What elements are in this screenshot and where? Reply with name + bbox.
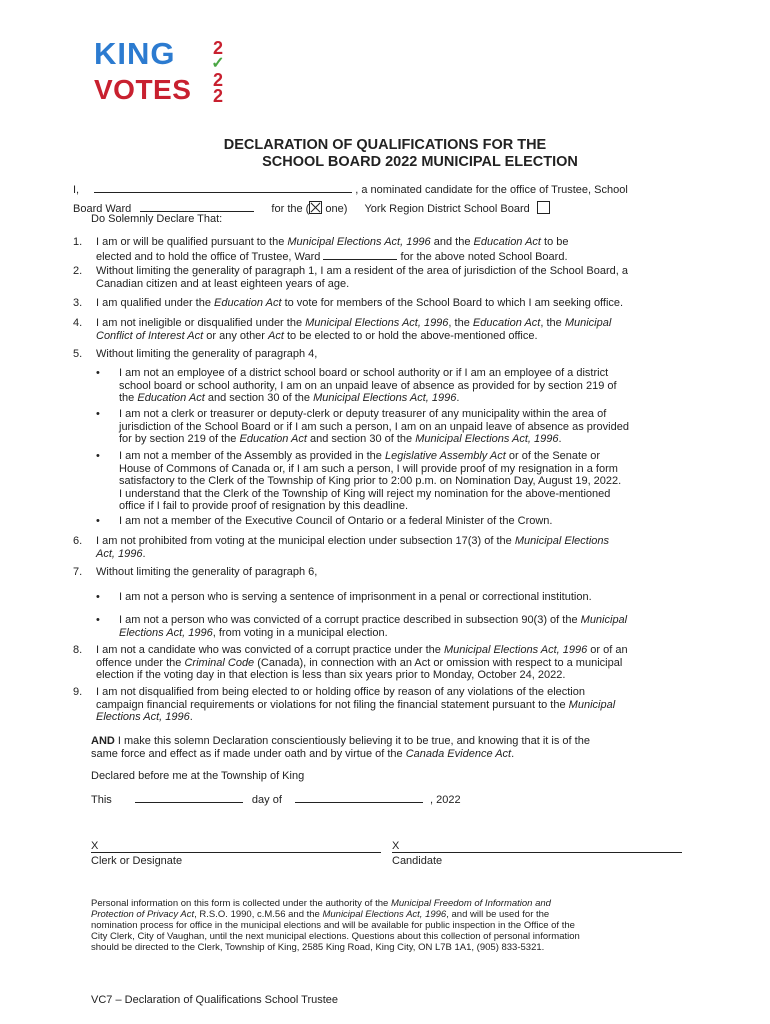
logo-king-text: KING [94, 36, 176, 71]
day-field[interactable] [135, 792, 243, 803]
item-7-bullet-2: I am not a person who was convicted of a corrupt practice described in subsection 90(3) of the Municipal Elections Act, 1996, from voting in a municipal election. [119, 614, 628, 639]
title-line-2: SCHOOL BOARD 2022 MUNICIPAL ELECTION [262, 154, 578, 170]
item-2: Without limiting the generality of paragraph 1, I am a resident of the area of jurisdiction of the School Board, a Canadian citizen and at least eighteen years of age. [96, 265, 628, 290]
bullet: • [96, 408, 100, 420]
item-3: I am qualified under the Education Act to vote for members of the School Board to which I am seeking office. [96, 297, 624, 309]
item-number: 6. [73, 535, 83, 547]
date-line: This day of , 2022 [91, 794, 461, 806]
intro-line-1: I, , a nominated candidate for the office of Trustee, School [73, 184, 628, 196]
candidate-signature-mark: X [392, 840, 400, 852]
declare-text: Do Solemnly Declare That: [91, 213, 223, 225]
intro-line-2: Board Ward for the ( one) York Region District School Board [73, 201, 713, 216]
bullet: • [96, 450, 100, 462]
item-5: Without limiting the generality of paragraph 4, [96, 348, 318, 360]
item-number: 4. [73, 317, 83, 329]
form-footer: VC7 – Declaration of Qualifications School Trustee [91, 994, 339, 1006]
item-8: I am not a candidate who was convicted of a corrupt practice under the Municipal Elections Act, 1996 or of an offence under the Criminal Code (Canada), in connection with an Act or omission with respect to a municipal election if the voting day in that election is less than six years prior to Monday, October 24, 2022. [96, 644, 628, 681]
solemn-declaration: AND I make this solemn Declaration conscientiously believing it to be true, and knowing that it is of the same force and effect as if made under oath and by virtue of the Canada Evidence Act. [91, 735, 590, 760]
item-5-bullet-2: I am not a clerk or treasurer or deputy-clerk or deputy treasurer of any municipality within the area of jurisdiction of the School Board or if I am such a person, I am on an unpaid leave of absence as provided for by section 219 of the Education Act and section 30 of the Municipal Elections Act, 1996. [119, 408, 629, 445]
item-9: I am not disqualified from being elected to or holding office by reason of any violations of the election campaign financial requirements or violations for not filing the financial statement pursuant to the Municipal Elections Act, 1996. [96, 686, 616, 723]
logo-year-digit: 2 [212, 38, 223, 58]
item-number: 7. [73, 566, 83, 578]
board-checkbox[interactable] [537, 201, 550, 214]
item-5-bullet-1: I am not an employee of a district school board or school authority or if I am an employee of a district school board or school authority, I am on an unpaid leave of absence as provided for by section 219 of the Education Act and section 30 of the Municipal Elections Act, 1996. [119, 367, 617, 404]
trustee-ward-field[interactable] [323, 249, 397, 260]
bullet: • [96, 367, 100, 379]
item-4: I am not ineligible or disqualified under the Municipal Elections Act, 1996, the Education Act, the Municipal Conflict of Interest Act or any other Act to be elected to or hold the above-mentioned office. [96, 317, 612, 342]
privacy-notice: Personal information on this form is collected under the authority of the Municipal Freedom of Information and Protection of Privacy Act, R.S.O. 1990, c.M.56 and the Municipal Elections Act, 1996, and will be used for the nomination process for office in the municipal elections and will be available for public inspection in the Office of the City Clerk, City of Vaughan, until the next municipal elections. Questions about this collection of personal information should be directed to the Clerk, Township of King, 2585 King Road, King City, ON L7B 1A1, (905) 833-5321. [91, 898, 580, 953]
item-number: 2. [73, 265, 83, 277]
item-number: 1. [73, 236, 83, 248]
logo-year-digit: 2 [212, 86, 223, 106]
declared-before: Declared before me at the Township of King [91, 770, 305, 782]
item-6: I am not prohibited from voting at the municipal election under subsection 17(3) of the Municipal Elections Act, 1996. [96, 535, 610, 560]
item-number: 9. [73, 686, 83, 698]
item-number: 3. [73, 297, 83, 309]
candidate-label: Candidate [392, 855, 443, 867]
item-7-bullet-1: I am not a person who is serving a sentence of imprisonment in a penal or correctional institution. [119, 591, 592, 603]
checked-box-icon [309, 201, 322, 214]
item-7: Without limiting the generality of paragraph 6, [96, 566, 318, 578]
title-line-1: DECLARATION OF QUALIFICATIONS FOR THE [223, 137, 547, 153]
month-field[interactable] [295, 792, 423, 803]
checkmark-icon: ✓ [211, 55, 225, 72]
logo-votes-text: VOTES [94, 74, 192, 105]
king-votes-logo [94, 38, 234, 104]
item-number: 8. [73, 644, 83, 656]
logo-year [206, 40, 230, 104]
ward-field[interactable] [140, 201, 254, 212]
clerk-signature-line[interactable] [91, 852, 381, 853]
clerk-label: Clerk or Designate [91, 855, 183, 867]
item-number: 5. [73, 348, 83, 360]
bullet: • [96, 515, 100, 527]
logo-year-digit: 2 [212, 70, 223, 90]
bullet: • [96, 591, 100, 603]
candidate-name-field[interactable] [94, 182, 352, 193]
candidate-signature-line[interactable] [392, 852, 682, 853]
item-1: I am or will be qualified pursuant to the Municipal Elections Act, 1996 and the Education Act to be elected and to hold the office of Trustee, Ward for the above noted School Board. [96, 236, 569, 263]
page-title [0, 137, 770, 171]
clerk-signature-mark: X [91, 840, 99, 852]
item-5-bullet-4: I am not a member of the Executive Council of Ontario or a federal Minister of the Crown. [119, 515, 553, 527]
item-5-bullet-3: I am not a member of the Assembly as provided in the Legislative Assembly Act or of the Senate or House of Commons of Canada or, if I am such a person, I will provide proof of my resignation in a form satisfactory to the Clerk of the Township of King prior to 2:00 p.m. on Nomination Day, August 19, 2022. I understand that the Clerk of the Township of King will reject my nomination for the above-mentioned office if I fail to provide proof of resignation by this deadline. [119, 450, 622, 512]
bullet: • [96, 614, 100, 626]
